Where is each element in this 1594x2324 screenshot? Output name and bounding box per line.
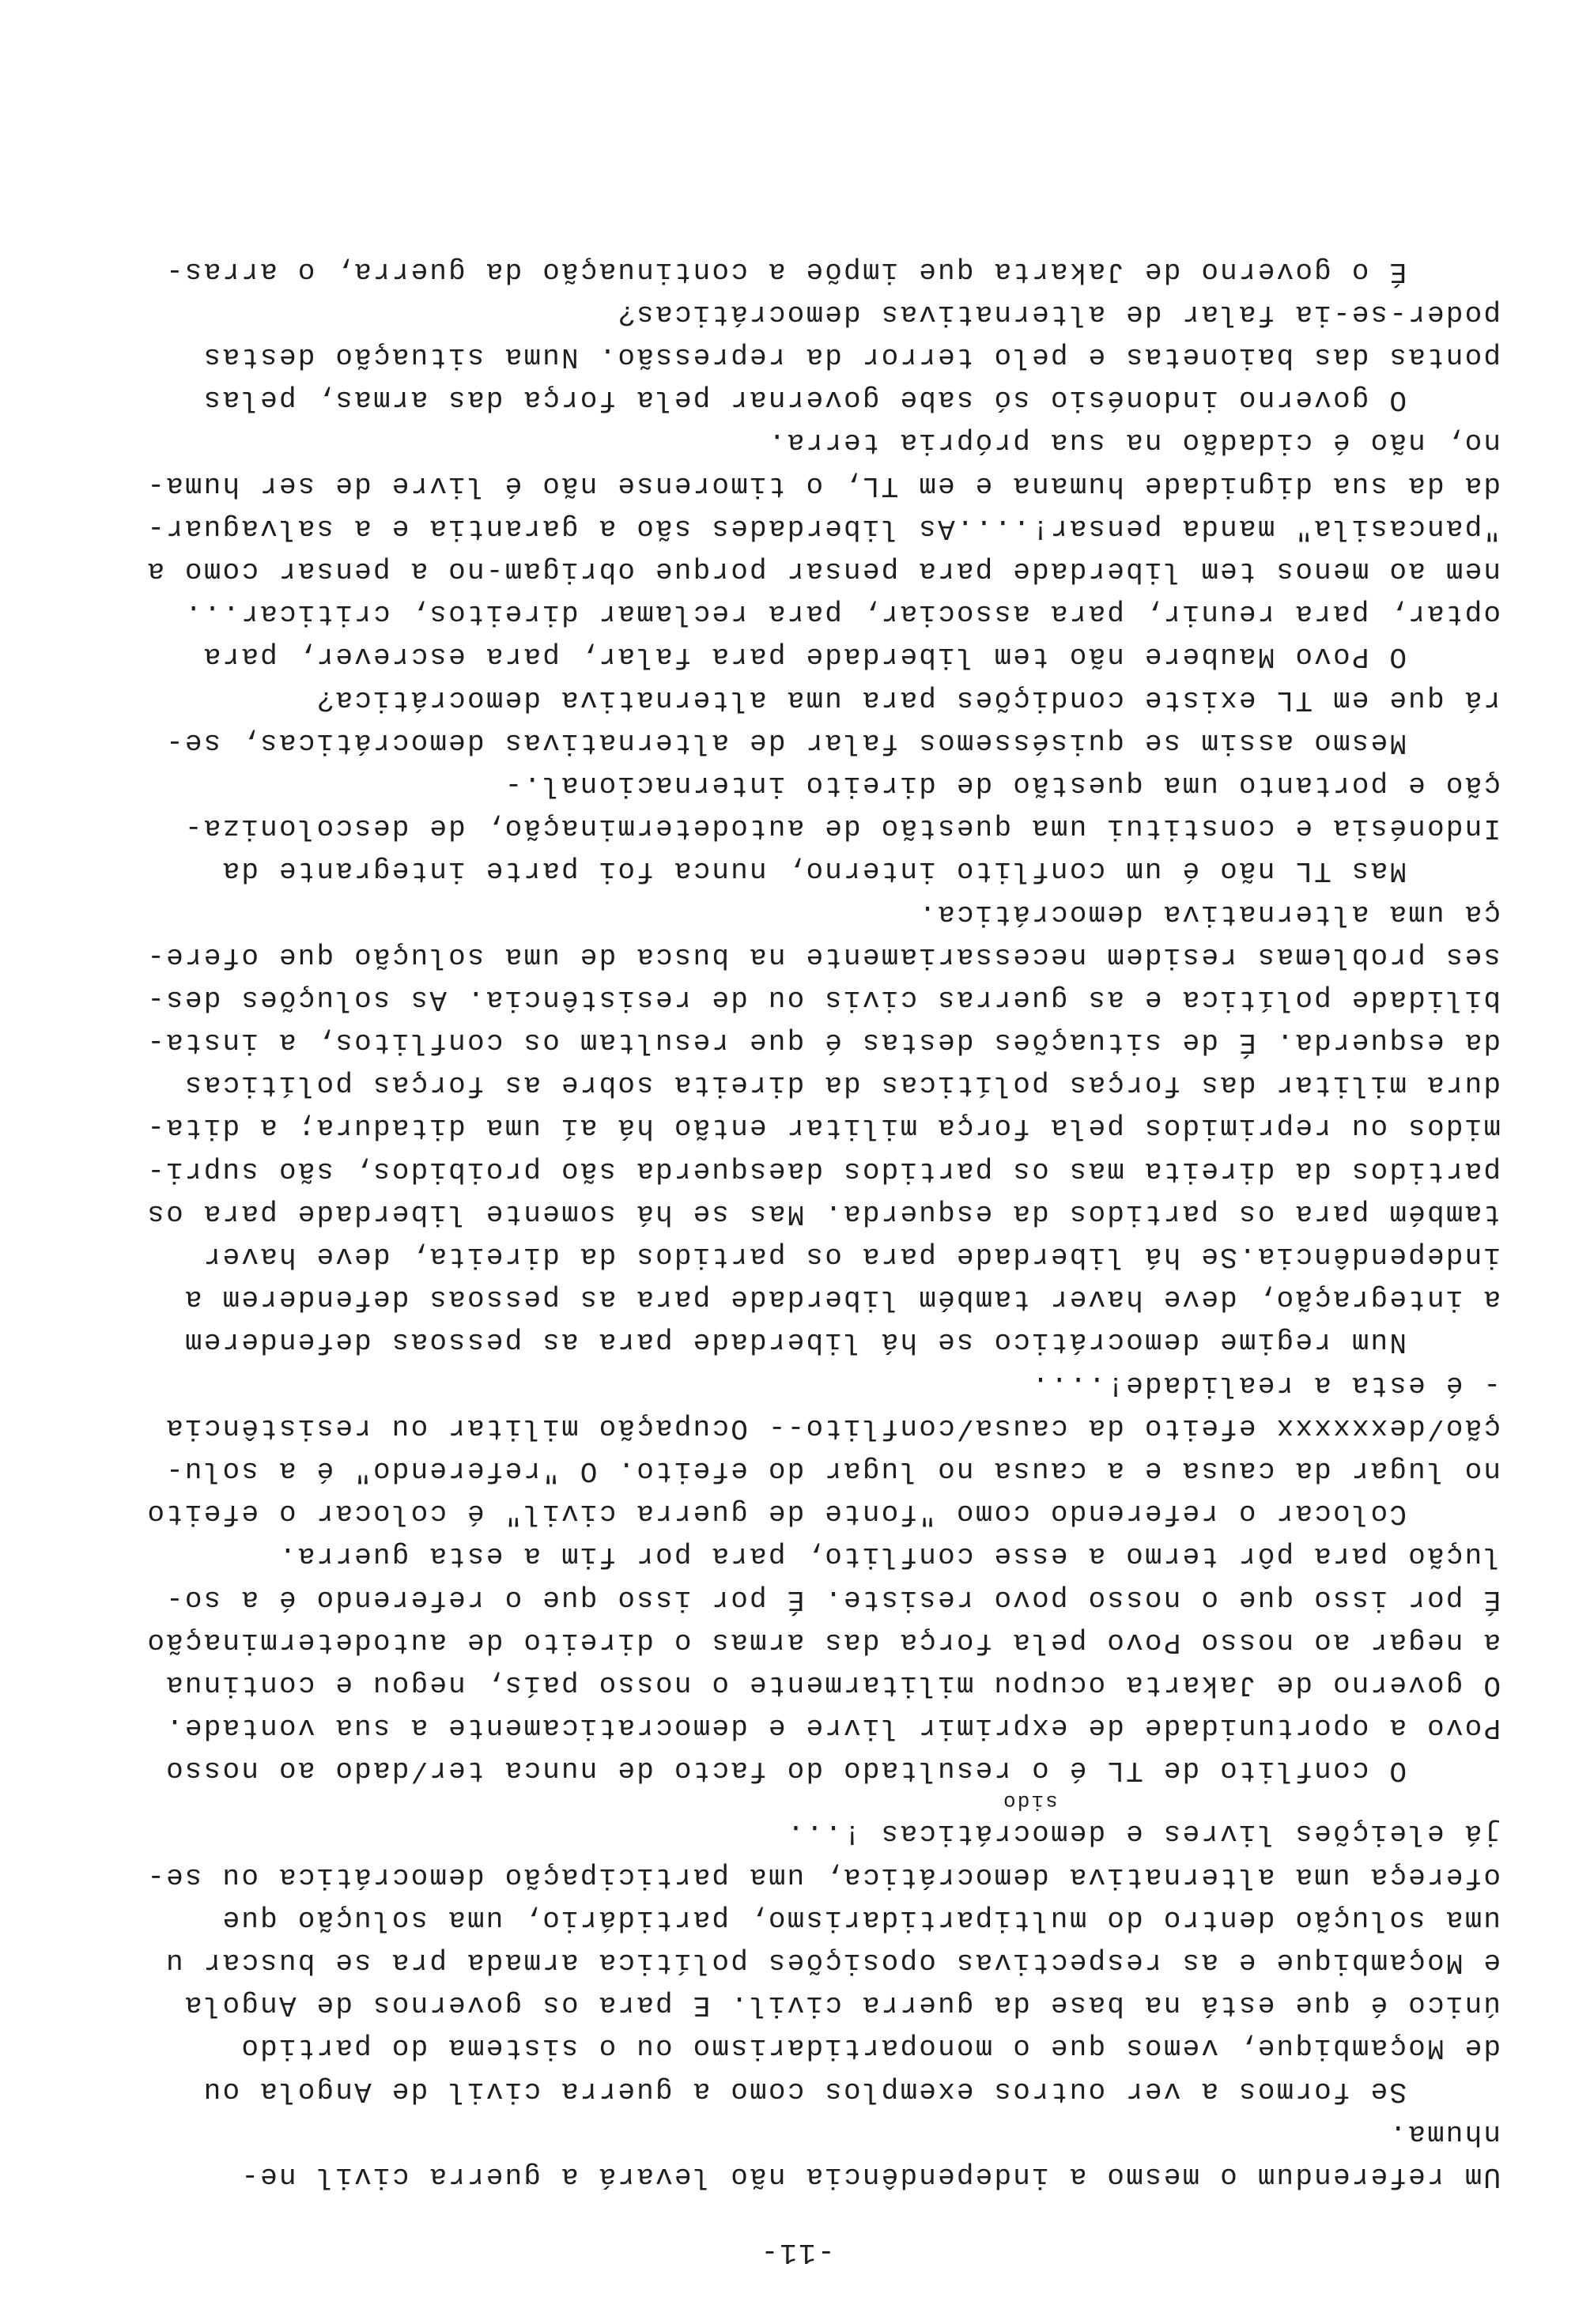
text-line: partidos da direita mas os partidos daesquerda são proibidos, são supri- [145,1154,1501,1187]
page-number: -11- [759,2236,835,2269]
text-line: É o governo de Jakarta que impõe a continuação da guerra, o arras- [164,255,1501,288]
text-line: - é esta a realidade!.... [1029,1368,1501,1402]
text-line: no lugar da causa e a causa no lugar do efeito. O "referendo" é a solu- [164,1454,1501,1487]
text-line: O governo de Jakarta ocupou militarmente o nosso país, negou e continua [164,1668,1501,1701]
text-line: e Moçambique e as respectivas oposições política armada pra se buscar u [164,1946,1501,1979]
text-line: bilidade política e as guerras civis ou de resistência. As soluções des- [145,983,1501,1016]
text-line: nhuma. [1388,2117,1501,2150]
text-line: lução para pôr termo a esse conflito, para por fim a esta guerra. [277,1540,1501,1573]
handwritten-insert: sido [1001,1790,1058,1814]
text-line: Indonésia e constitui uma questão de autodeterminação, de descoloniza- [183,812,1501,845]
text-line: Mas TL não é um conflito interno, nunca foi parte integrante da [221,855,1501,888]
text-line: É por isso que o nosso povo resiste. É por isso que o referendo é a so- [164,1583,1501,1616]
text-line: único é que está na base da guerra civil. E para os governos de Angola [183,1989,1501,2022]
text-line: Um referendum o mesmo a independência não levará a guerra civil ne- [240,2160,1501,2193]
text-line: também para os partidos da esquerda. Mas se há somente liberdade para os [145,1197,1501,1230]
text-line: nem ao menos tem liberdade para pensar porque obrigam-no a pensar como a [145,555,1501,588]
text-line: independência.Se há liberdade para os partidos da direita, deve haver [202,1240,1501,1273]
text-line: da esquerda. É de situações destas é que resultam os conflitos, a insta- [145,1026,1501,1059]
text-line: a integração, deve haver também liberdade para as pessoas defenderem a [183,1283,1501,1316]
text-line: ção e portanto uma questão de direito internacional.- [503,769,1501,802]
text-line: ses problemas residem necessariamente na busca de uma solução que ofere- [145,940,1501,973]
text-line: rá que em TL existe condições para uma alternativa democrática? [315,683,1501,716]
text-line: a negar ao nosso Povo pela força das armas o direito de autodeterminação [145,1625,1501,1658]
text-line: uma solução dentro do multipartidarismo, partidário, uma solução que [221,1903,1501,1936]
text-line: da da sua dignidade humana e em TL, o timorense não é livre de ser huma- [145,469,1501,502]
text-line: já eleições livres e democráticas !... [785,1817,1501,1851]
text-line: optar, para reunir, para associar, para reclamar direitos, criticar... [183,598,1501,631]
text-line: midos ou reprimidos pela força militar então há aí uma ditadura; a dita- [145,1111,1501,1145]
text-line: poder-se-ia falar de alternativas democráticas? [616,297,1501,330]
document-body [14,250,1501,2198]
text-line: pontas das baionetas e pelo terror da repressão. Numa situação destas [202,341,1501,374]
text-line: "pancasila" manda pensar!....As liberdades são a garantia e a salvaguar- [145,511,1501,545]
text-line: ça uma alternativa democrática. [917,897,1501,930]
text-line: O governo indonésio só sabe governar pela força das armas, pelas [202,383,1501,417]
text-line: Mesmo assim se quiséssemos falar de alternativas democráticas, se- [164,726,1501,759]
text-line: Povo a oportunidade de exprimir livre e democraticamente a sua vontade. [164,1711,1501,1745]
text-line: no, não é cidadão na sua própria terra. [766,426,1501,459]
text-line: ção/dexxxxxx efeito da causa/conflito-- Ocupação militar ou resistência [164,1411,1501,1444]
text-line: ofereça uma alternativa democrática, uma participação democrática ou se- [145,1860,1501,1893]
text-line: O Povo Maubere não tem liberdade para falar, para escrever, para [202,640,1501,673]
text-line: Se formos a ver outros exemplos como a guerra civil de Angola ou [202,2074,1501,2107]
text-line: Num regime democrático se há liberdade para as pessoas defenderem [183,1326,1501,1359]
text-line: dura militar das forças políticas da direita sobre as forças políticas [183,1069,1501,1102]
text-line: de Moçambique, vemos que o monopartidarismo ou o sistema do partido [240,2032,1501,2065]
text-line: O conflito de TL é o resultado do facto de nunca ter/dado ao nosso [164,1754,1501,1787]
text-line: Colocar o referendo como "fonte de guerra civil" é colocar o efeito [145,1497,1501,1530]
